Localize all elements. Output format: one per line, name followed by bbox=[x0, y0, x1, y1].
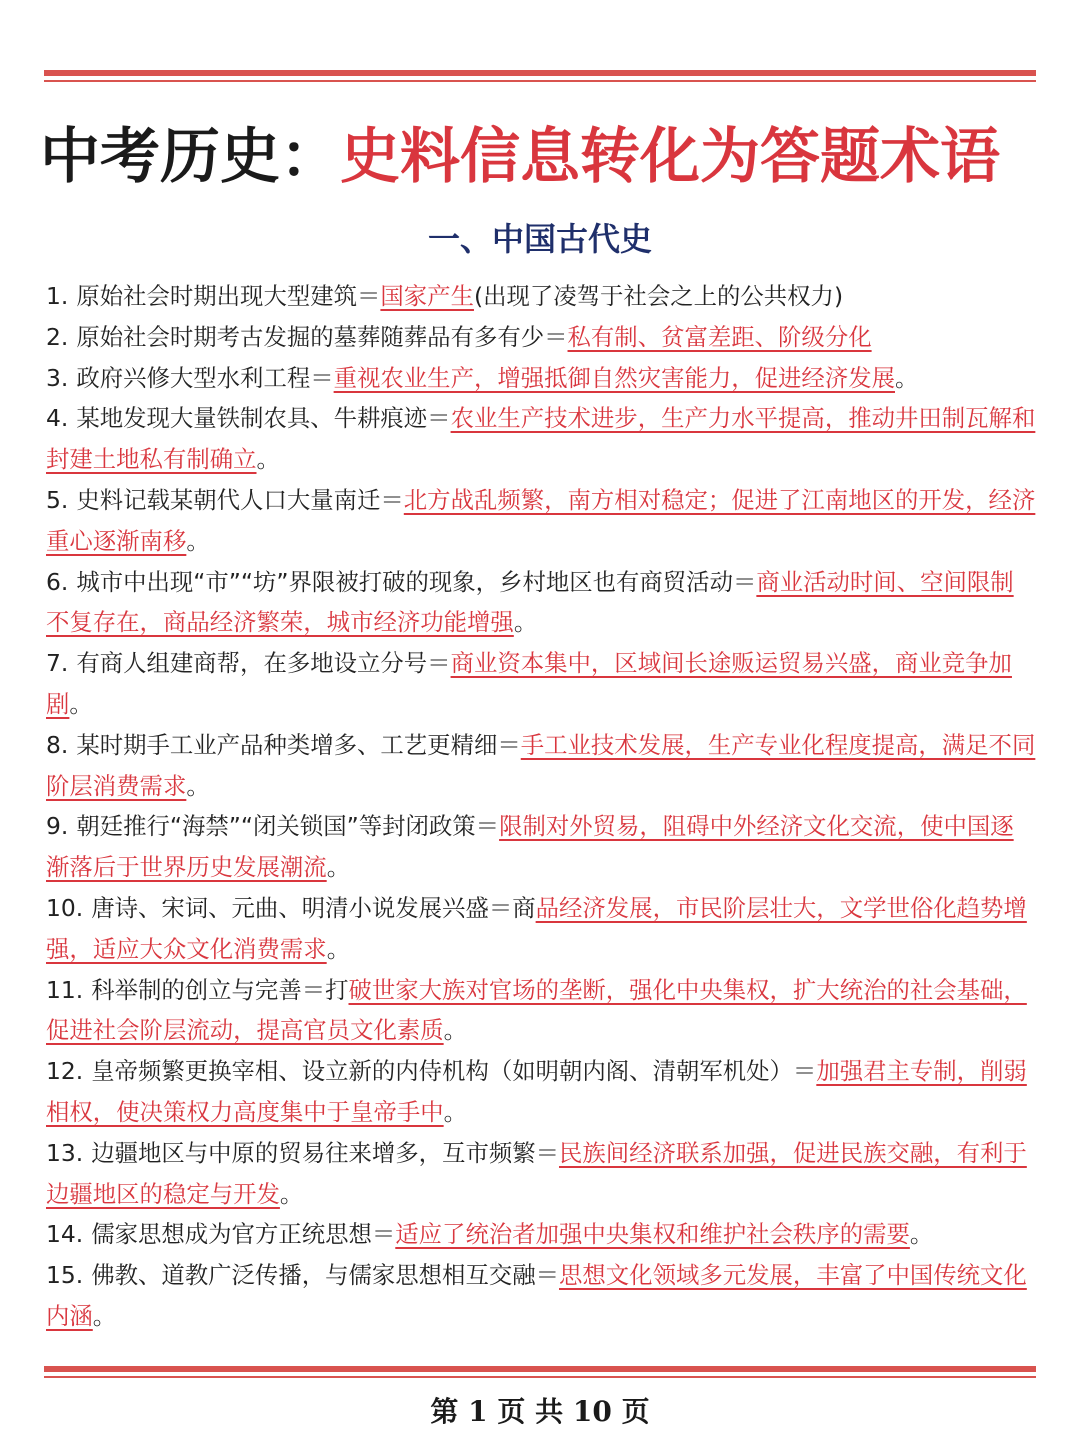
item-tail: 。 bbox=[895, 363, 919, 392]
item-answer: 加强君主专制，削弱相权，使决策权力高度集中于皇帝手中 bbox=[46, 1057, 1027, 1126]
item-number: 4. bbox=[46, 404, 69, 433]
item-question: 史料记载某朝代人口大量南迁＝ bbox=[76, 485, 404, 514]
list-item bbox=[46, 276, 1036, 317]
item-answer: 私有制、贫富差距、阶级分化 bbox=[567, 322, 872, 351]
item-tail: 。 bbox=[909, 1220, 934, 1249]
item-number: 8. bbox=[46, 730, 69, 759]
item-answer: 民族间经济联系加强，促进民族交融，有利于边疆地区的稳定与开发 bbox=[46, 1138, 1027, 1208]
item-tail: 。 bbox=[326, 853, 351, 882]
item-number: 13. bbox=[46, 1138, 84, 1167]
item-answer: 国家产生 bbox=[380, 282, 474, 310]
item-answer: 破世家大族对官场的垄断，强化中央集权，扩大统治的社会基础，促进社会阶层流动，提高官员文化素质 bbox=[46, 975, 1027, 1045]
item-number: 12. bbox=[46, 1057, 84, 1086]
item-number: 15. bbox=[46, 1261, 84, 1290]
list-item bbox=[46, 970, 1036, 1052]
item-answer: 商业活动时间、空间限制不复存在，商品经济繁荣，城市经济功能增强 bbox=[46, 567, 1014, 637]
item-question: 皇帝频繁更换宰相、设立新的内侍机构（如明朝内阁、清朝军机处）＝ bbox=[91, 1057, 817, 1086]
list-item bbox=[46, 480, 1036, 562]
bottom-divider bbox=[44, 1366, 1036, 1378]
top-divider bbox=[44, 70, 1036, 82]
item-number: 6. bbox=[46, 567, 69, 596]
item-question: 原始社会时期考古发掘的墓葬随葬品有多有少＝ bbox=[76, 322, 568, 351]
list-item bbox=[46, 725, 1036, 807]
item-answer: 重视农业生产，增强抵御自然灾害能力，促进经济发展 bbox=[333, 363, 895, 392]
item-question: 唐诗、宋词、元曲、明清小说发展兴盛＝商 bbox=[91, 893, 536, 922]
item-question: 科举制的创立与完善＝打 bbox=[91, 975, 349, 1004]
section-heading: 一、中国古代史 bbox=[427, 220, 652, 258]
title-highlight: 史料信息转化为答题术语 bbox=[340, 122, 1000, 192]
list-item bbox=[46, 562, 1036, 644]
item-number: 14. bbox=[46, 1220, 84, 1249]
item-number: 2. bbox=[46, 322, 69, 351]
item-answer: 思想文化领域多元发展，丰富了中国传统文化内涵 bbox=[46, 1261, 1027, 1330]
list-item bbox=[46, 806, 1036, 888]
item-tail: 。 bbox=[92, 1301, 117, 1330]
item-question: 有商人组建商帮，在多地设立分号＝ bbox=[76, 649, 451, 678]
item-question: 朝廷推行“海禁”“闭关锁国”等封闭政策＝ bbox=[76, 812, 500, 841]
item-number: 10. bbox=[46, 893, 84, 922]
item-tail: 。 bbox=[443, 1016, 468, 1045]
item-number: 1. bbox=[46, 282, 69, 310]
item-question: 佛教、道教广泛传播，与儒家思想相互交融＝ bbox=[91, 1261, 560, 1290]
page-title bbox=[40, 112, 1050, 202]
item-tail: 。 bbox=[279, 1179, 304, 1208]
item-list bbox=[46, 276, 1036, 1337]
item-tail: 。 bbox=[186, 771, 210, 800]
list-item bbox=[46, 643, 1036, 725]
item-answer: 商业资本集中，区域间长途贩运贸易兴盛，商业竞争加剧 bbox=[46, 649, 1012, 718]
list-item bbox=[46, 358, 1036, 399]
item-question: 某时期手工业产品种类增多、工艺更精细＝ bbox=[76, 730, 521, 759]
item-answer: 适应了统治者加强中央集权和维护社会秩序的需要 bbox=[395, 1220, 910, 1249]
item-question: 边疆地区与中原的贸易往来增多，互市频繁＝ bbox=[91, 1138, 560, 1167]
list-item bbox=[46, 1051, 1036, 1133]
item-tail: 。 bbox=[69, 689, 93, 718]
item-tail: 。 bbox=[443, 1097, 468, 1126]
item-tail: (出现了凌驾于社会之上的公共权力) bbox=[473, 282, 844, 310]
item-tail: 。 bbox=[256, 445, 280, 474]
list-item bbox=[46, 1133, 1036, 1215]
item-question: 城市中出现“市”“坊”界限被打破的现象，乡村地区也有商贸活动＝ bbox=[76, 567, 757, 596]
item-tail: 。 bbox=[513, 608, 538, 637]
item-answer: 品经济发展，市民阶层壮大，文学世俗化趋势增强，适应大众文化消费需求 bbox=[46, 893, 1027, 963]
item-number: 11. bbox=[46, 975, 84, 1004]
item-number: 5. bbox=[46, 485, 69, 514]
list-item bbox=[46, 1214, 1036, 1255]
item-number: 7. bbox=[46, 649, 69, 678]
item-question: 儒家思想成为官方正统思想＝ bbox=[91, 1220, 396, 1249]
item-number: 9. bbox=[46, 812, 69, 841]
item-answer: 农业生产技术进步，生产力水平提高，推动井田制瓦解和封建土地私有制确立 bbox=[46, 404, 1036, 474]
item-number: 3. bbox=[46, 363, 69, 392]
list-item bbox=[46, 317, 1036, 358]
title-prefix: 中考历史： bbox=[40, 122, 340, 192]
item-question: 某地发现大量铁制农具、牛耕痕迹＝ bbox=[76, 404, 451, 433]
item-tail: 。 bbox=[186, 526, 210, 555]
list-item bbox=[46, 398, 1036, 480]
list-item bbox=[46, 1255, 1036, 1337]
item-question: 政府兴修大型水利工程＝ bbox=[76, 363, 334, 392]
item-answer: 北方战乱频繁，南方相对稳定；促进了江南地区的开发，经济重心逐渐南移 bbox=[46, 485, 1036, 555]
page-indicator: 第 1 页 共 10 页 bbox=[430, 1395, 650, 1428]
item-answer: 限制对外贸易，阻碍中外经济文化交流，使中国逐渐落后于世界历史发展潮流 bbox=[46, 812, 1014, 882]
list-item bbox=[46, 888, 1036, 970]
item-answer: 手工业技术发展，生产专业化程度提高，满足不同阶层消费需求 bbox=[46, 730, 1036, 800]
item-question: 原始社会时期出现大型建筑＝ bbox=[76, 282, 381, 310]
item-tail: 。 bbox=[326, 934, 351, 963]
